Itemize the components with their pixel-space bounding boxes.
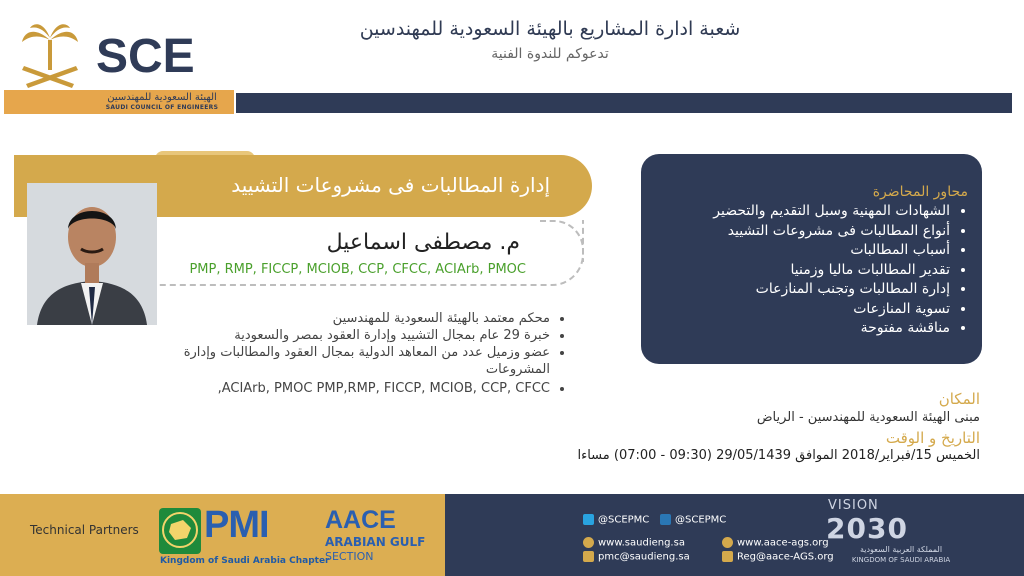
list-item: • عضو وزميل عدد من المعاهد الدولية بمجال العقود والمطالبات وإدارة المشروعات — [180, 344, 550, 378]
linkedin-handle: @SCEPMC — [675, 514, 727, 526]
palm-swords-emblem — [22, 24, 78, 88]
globe-icon — [583, 537, 594, 548]
topics-heading: محاور المحاضرة — [872, 184, 968, 200]
email-icon — [722, 551, 733, 562]
place-label: المكان — [938, 390, 980, 408]
vision-subtitle-ar: المملكة العربية السعودية — [859, 545, 943, 554]
vision-label: VISION — [828, 498, 879, 513]
email-icon — [583, 551, 594, 562]
list-item: • تسوية المنازعات — [650, 300, 950, 320]
topics-list — [650, 202, 972, 339]
list-item: • الشهادات المهنية وسبل التقديم والتحضير — [650, 202, 950, 222]
email-text: Reg@aace-AGS.org — [737, 551, 834, 563]
place-value: مبنى الهيئة السعودية للمهندسين - الرياض — [756, 410, 980, 425]
twitter-contact[interactable] — [583, 514, 649, 526]
list-item: • إدارة المطالبات وتجنب المنازعات — [650, 280, 950, 300]
aace-region: ARABIAN GULF — [325, 535, 426, 549]
partners-label: Technical Partners — [30, 523, 139, 537]
pmi-saudi-map-icon — [159, 508, 201, 554]
speaker-credentials: PMP, RMP, FICCP, MCIOB, CCP, CFCC, ACIArb, PMOC — [189, 262, 526, 277]
website-text: www.saudieng.sa — [598, 537, 685, 549]
list-item: • مناقشة مفتوحة — [650, 319, 950, 339]
speaker-name: م. مصطفى اسماعيل — [326, 230, 520, 255]
page-title: شعبة ادارة المشاريع بالهيئة السعودية للمهندسين — [359, 18, 741, 40]
logo-arabic-name: الهيئة السعودية للمهندسين — [107, 92, 217, 103]
list-item: • ACIArb, PMOC PMP,RMP, FICCP, MCIOB, CCP, CFCC, — [180, 380, 550, 397]
page-subtitle: تدعوكم للندوة الفنية — [491, 46, 609, 62]
website-text: www.aace-ags.org — [737, 537, 829, 549]
svg-text:SCE: SCE — [96, 30, 195, 83]
list-item: • أنواع المطالبات فى مشروعات التشييد — [650, 222, 950, 242]
aace-logo: AACE — [325, 506, 396, 534]
logo-english-name: SAUDI COUNCIL OF ENGINEERS — [105, 104, 219, 111]
date-value: الخميس 15/فبراير/2018 الموافق 29/05/1439 (09:30 - 07:00) مساءا — [577, 448, 980, 463]
email-text: pmc@saudieng.sa — [598, 551, 690, 563]
email-pmc[interactable] — [583, 551, 690, 563]
linkedin-icon — [660, 514, 671, 525]
pmi-logo: PMI — [204, 504, 269, 546]
vision-subtitle-en: KINGDOM OF SAUDI ARABIA — [851, 556, 951, 564]
talk-title: إدارة المطالبات فى مشروعات التشييد — [231, 173, 550, 197]
pmi-chapter-label: Kingdom of Saudi Arabia Chapter — [160, 556, 330, 566]
list-item: • تقدير المطالبات ماليا وزمنيا — [650, 261, 950, 281]
website-aace[interactable] — [722, 537, 829, 549]
list-item: • محكم معتمد بالهيئة السعودية للمهندسين — [180, 310, 550, 327]
list-item: • خبرة 29 عام بمجال التشييد وإدارة العقود بمصر والسعودية — [180, 327, 550, 344]
linkedin-contact[interactable] — [660, 514, 726, 526]
email-aace[interactable] — [722, 551, 834, 563]
twitter-handle: @SCEPMC — [598, 514, 650, 526]
twitter-icon — [583, 514, 594, 525]
speaker-photo — [27, 183, 157, 325]
date-label: التاريخ و الوقت — [885, 429, 980, 447]
globe-icon — [722, 537, 733, 548]
vision-2030-logo: 2030 — [826, 512, 908, 545]
header-bar — [236, 93, 1012, 113]
speaker-bio-list — [180, 310, 568, 397]
aace-section: SECTION — [325, 550, 374, 563]
website-saudieng[interactable] — [583, 537, 685, 549]
list-item: • أسباب المطالبات — [650, 241, 950, 261]
